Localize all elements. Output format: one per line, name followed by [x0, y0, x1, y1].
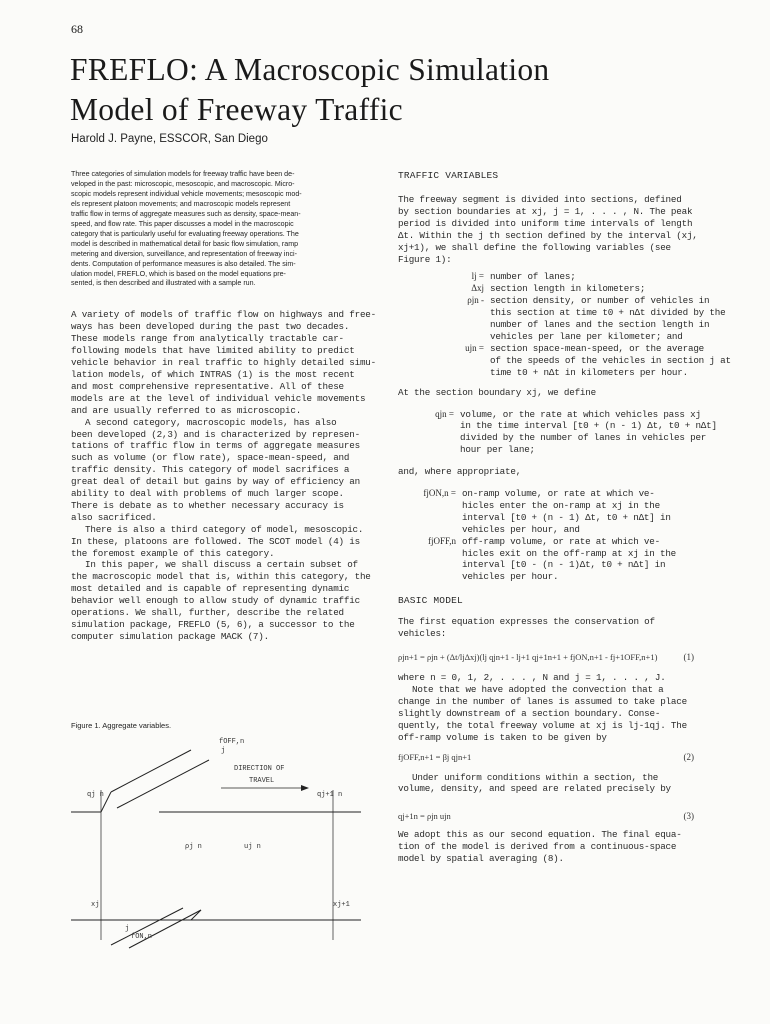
off-ramp-line-2: [117, 760, 209, 808]
definition-text: interval [t0 - (n - 1)Δt, t0 + nΔt] in: [462, 559, 666, 571]
text-line: change in the number of lanes is assumed to take place: [398, 695, 687, 707]
text-line: model is described in mathematical detail for basic flow simulation, ramp: [71, 239, 299, 248]
equation-3-text: qj+1n = ρjn ujn: [398, 811, 451, 822]
text-line: by section boundaries at xj, j = 1, . . . , N. The peak: [398, 205, 693, 217]
text-line: sented, is then described and illustrated with a sample run.: [71, 279, 256, 288]
label-xj: xj: [91, 901, 100, 909]
text-line: models are at the level of individual vehicle movements: [71, 392, 366, 404]
equation-3-number: (3): [683, 811, 694, 822]
definition-row: [398, 488, 698, 536]
label-off-ramp-sub: j: [221, 747, 226, 755]
text-line: simulation package, FREFLO (5, 6), a successor to the: [71, 619, 355, 630]
on-ramp-line-2: [129, 910, 201, 948]
author-line: Harold J. Payne, ESSCOR, San Diego: [71, 133, 268, 145]
basic-model-intro: [398, 616, 698, 640]
where-appropriate: and, where appropriate,: [398, 466, 522, 478]
text-line: els represent platoon movements; and macroscopic models represent: [71, 199, 291, 208]
text-line: and are usually referred to as microscopic.: [71, 404, 302, 416]
text-line: There is debate as to whether necessary accuracy is: [71, 499, 344, 511]
definition-text: hicles exit on the off-ramp at xj in the: [462, 547, 677, 559]
text-line: ways has been developed during the past two decades.: [71, 321, 350, 333]
figure-1: [71, 730, 381, 950]
text-line: operations. We shall, further, describe the related: [71, 607, 344, 619]
definition-row: [398, 295, 726, 343]
text-line: tion of the model is derived from a continuous-space: [398, 841, 677, 853]
text-line: ability to deal with problems of much larger scope.: [71, 488, 344, 500]
title-line-2: Model of Freeway Traffic: [70, 92, 403, 127]
text-line: vehicle behavior in real traffic to highly detailed simu-: [71, 357, 377, 369]
text-line: Three categories of simulation models for freeway traffic have been de-: [71, 170, 295, 178]
text-line: traffic flow in terms of aggregate measures such as density, space-mean-: [71, 209, 301, 218]
equation-2: [398, 752, 698, 762]
paper-title: [70, 50, 710, 130]
label-qj: qj n: [87, 791, 104, 799]
text-line: such as volume (or flow rate), space-mean-speed, and: [71, 452, 350, 464]
text-line: behavior well enough to allow study of dynamic traffic: [71, 595, 360, 607]
text-line: In these, platoons are followed. The SCOT model (4) is: [71, 535, 360, 547]
text-line: A variety of models of traffic flow on highways and free-: [71, 309, 377, 321]
text-line: We adopt this as our second equation. The final equa-: [398, 829, 682, 841]
text-line: following models that have limited ability to predict: [71, 345, 355, 357]
definition-symbol: ρjn -: [467, 295, 484, 306]
definition-text: section length in kilometers;: [490, 283, 646, 295]
definition-symbol: qjn =: [435, 408, 454, 419]
equation-1-text: ρjn+1 = ρjn + (Δt/ljΔxj)(lj qjn+1 - lj+1 qj+1n+1 + fjON,n+1 - fj+1OFF,n+1): [398, 652, 658, 663]
text-line: model by spatial averaging (8).: [398, 853, 564, 865]
definition-text: this section at time t0 + nΔt divided by the: [490, 307, 726, 319]
text-line: the foremost example of this category.: [71, 547, 275, 559]
left-column: [71, 170, 378, 643]
definition-text: vehicles per hour.: [462, 571, 559, 583]
text-line: tations of traffic flow in terms of aggregate measures: [71, 440, 360, 452]
heading-basic-model: BASIC MODEL: [398, 595, 463, 607]
off-ramp-line-1: [111, 750, 191, 792]
label-direction-2: TRAVEL: [249, 777, 275, 785]
text-line: the macroscopic model that is, within this category, the: [71, 571, 371, 583]
text-line: great deal of detail but gains by way of efficiency an: [71, 476, 360, 488]
text-line: Under uniform conditions within a section, the: [412, 771, 659, 783]
figure-diagram: [71, 730, 381, 950]
traffic-variables-intro: [398, 194, 698, 265]
equation-2-number: (2): [683, 751, 694, 762]
equation-1-number: (1): [683, 652, 694, 663]
definition-text: section density, or number of vehicles in: [490, 295, 710, 307]
text-line: most detailed and is capable of representing dynamic: [71, 583, 350, 595]
text-line: and most comprehensive representative. All of these: [71, 380, 344, 392]
definition-text: hour per lane;: [460, 444, 535, 456]
title-line-1: FREFLO: A Macroscopic Simulation: [70, 52, 550, 87]
variable-definitions: [398, 271, 731, 378]
text-line: In this paper, we shall discuss a certain subset of: [85, 559, 358, 571]
text-line: metering and diversion, surveillance, and representation of freeway inci-: [71, 249, 297, 258]
text-line: period is divided into uniform time intervals of length: [398, 217, 693, 229]
text-line: The first equation expresses the conservation of: [398, 616, 655, 628]
right-column: [398, 170, 731, 865]
definition-symbol: fjOFF,n: [427, 535, 456, 546]
text-line: There is also a third category of model, mesoscopic.: [85, 523, 364, 535]
abstract: [71, 170, 378, 289]
text-line: volume, density, and speed are related precisely by: [398, 783, 671, 795]
definition-symbol: ujn =: [465, 342, 484, 353]
text-line: dents. Computation of performance measures is also detailed. The sim-: [71, 259, 296, 268]
volume-definition: [398, 408, 717, 457]
text-line: xj+1), we shall define the following variables (see: [398, 241, 671, 253]
definition-text: divided by the number of lanes in vehicles per: [460, 432, 707, 444]
text-line: lation models, of which INTRAS (1) is the most recent: [71, 368, 355, 380]
definition-symbol: Δxj: [471, 283, 484, 294]
after-equation-2: [398, 772, 698, 796]
equation-3: [398, 811, 698, 821]
definition-text: number of lanes and the section length in: [490, 319, 710, 331]
definition-row: [398, 536, 698, 584]
left-body-text: [71, 309, 378, 642]
direction-arrowhead: [301, 785, 309, 791]
text-line: scopic models represent individual vehicle movements; mesoscopic mod-: [71, 189, 302, 198]
heading-traffic-variables: TRAFFIC VARIABLES: [398, 170, 499, 181]
text-line: off-ramp volume is taken to be given by: [398, 731, 607, 743]
definition-text: vehicles per lane per kilometer; and: [490, 330, 683, 342]
definition-row: [398, 408, 717, 457]
text-line: These models range from analytically tractable car-: [71, 333, 344, 345]
definition-text: interval [t0 + (n - 1) Δt, t0 + nΔt] in: [462, 511, 671, 523]
equation-2-text: fjOFF,n+1 = βj qjn+1: [398, 751, 472, 762]
text-line: slightly downstream of a section boundary. Conse-: [398, 707, 661, 719]
text-line: Figure 1):: [398, 253, 452, 265]
definition-text: of the speeds of the vehicles in section j at: [490, 354, 731, 366]
text-line: Note that we have adopted the convection that a: [412, 684, 664, 695]
text-line: Δt. Within the j th section defined by the interval (xj,: [398, 229, 698, 241]
after-equation-3: [398, 829, 698, 865]
text-line: veloped in the past: microscopic, mesoscopic, and macroscopic. Micro-: [71, 179, 295, 188]
label-off-ramp: fOFF,n: [219, 738, 245, 746]
text-line: A second category, macroscopic models, has also: [85, 416, 337, 428]
label-on-ramp: fON,n: [131, 933, 153, 941]
boundary-sentence: At the section boundary xj, we define: [398, 386, 596, 398]
text-line: also sacrificed.: [71, 511, 157, 523]
label-direction-1: DIRECTION OF: [234, 765, 285, 773]
definition-row: [398, 342, 731, 379]
text-line: quently, the total freeway volume at xj is lj-1qj. The: [398, 719, 687, 731]
label-qj1: qj+1 n: [317, 791, 343, 799]
text-line: The freeway segment is divided into sections, defined: [398, 194, 682, 205]
definition-text: in the time interval [t0 + (n - 1) Δt, t0 + nΔt]: [460, 420, 717, 432]
page-number: 68: [71, 22, 83, 36]
equation-1: [398, 652, 698, 662]
definition-text: hicles enter the on-ramp at xj in the: [462, 499, 660, 511]
definition-symbol: lj =: [471, 271, 484, 282]
label-rho: ρj n: [185, 843, 202, 851]
text-line: vehicles:: [398, 628, 447, 640]
text-line: speed, and flow rate. This paper discusses a model in the macroscopic: [71, 219, 294, 228]
definition-text: section space-mean-speed, or the average: [490, 342, 705, 354]
definition-symbol: fjON,n =: [423, 488, 456, 499]
definition-text: time t0 + nΔt in kilometers per hour.: [490, 366, 688, 378]
figure-caption: Figure 1. Aggregate variables.: [71, 721, 172, 730]
text-line: ulation model, FREFLO, which is based on the model equations pre-: [71, 269, 286, 278]
label-xj1: xj+1: [333, 901, 350, 909]
definition-row: [398, 283, 698, 295]
text-line: computer simulation package MACK (7).: [71, 630, 269, 642]
label-u: uj n: [244, 843, 261, 851]
ramp-definitions: [398, 488, 698, 583]
definition-text: volume, or the rate at which vehicles pass xj: [460, 408, 701, 420]
text-line: category that is particularly useful for evaluating freeway operations. The: [71, 229, 299, 238]
definition-text: vehicles per hour, and: [462, 523, 580, 535]
definition-text: number of lanes;: [490, 271, 576, 283]
label-on-ramp-sub: j: [125, 925, 130, 933]
definition-text: on-ramp volume, or rate at which ve-: [462, 488, 655, 500]
text-line: where n = 0, 1, 2, . . . , N and j = 1, . . . , J.: [398, 672, 666, 684]
after-equation-1: [398, 672, 698, 743]
text-line: traffic density. This category of model sacrifices a: [71, 464, 350, 476]
definition-row: [398, 271, 698, 283]
definition-text: off-ramp volume, or rate at which ve-: [462, 535, 660, 547]
text-line: been developed (2,3) and is characterized by represen-: [71, 428, 360, 440]
